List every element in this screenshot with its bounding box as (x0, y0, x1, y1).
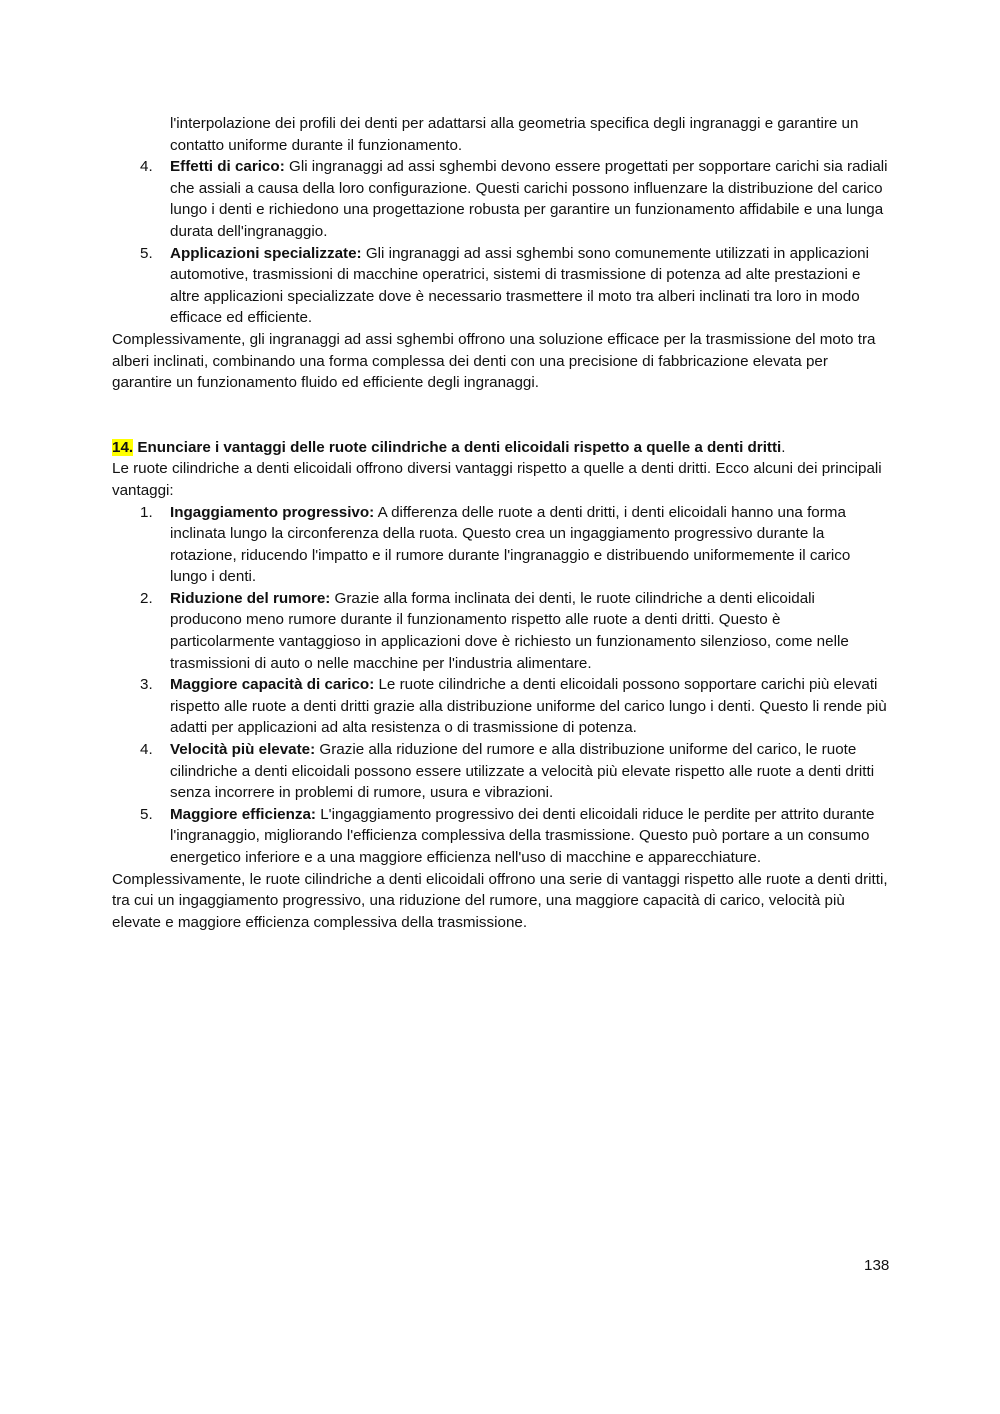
list-item (112, 739, 888, 804)
list-item-title: Maggiore capacità di carico: (170, 676, 375, 694)
intro-paragraph: Le ruote cilindriche a denti elicoidali offrono diversi vantaggi rispetto a quelle a denti dritti. Ecco alcuni dei principali vantaggi: (112, 460, 882, 499)
list-item-text: Gli ingranaggi ad assi sghembi devono essere progettati per sopportare carichi sia radiali che assiali a causa della loro configurazione. Questi carichi possono influenzare la distribuzione del carico lungo i denti e richiedono una progettazione robusta per garantire un funzionamento affidabile e una lunga durata dell'ingranaggio. (170, 158, 888, 240)
list-number: 5. (140, 805, 153, 823)
question-text: Enunciare i vantaggi delle ruote cilindriche a denti elicoidali rispetto a quelle a denti dritti (133, 438, 782, 456)
list-number: 5. (140, 244, 153, 262)
list-number: 3. (140, 676, 153, 694)
list-item (112, 588, 888, 674)
continuation-paragraph: l'interpolazione dei profili dei denti per adattarsi alla geometria specifica degli ingranaggi e garantire un contatto uniforme durante il funzionamento. (170, 115, 859, 154)
question-suffix: . (781, 438, 786, 456)
list-item-title: Effetti di carico: (170, 158, 285, 176)
page-body (112, 113, 888, 933)
list-item (112, 156, 888, 242)
list-item-title: Velocità più elevate: (170, 741, 316, 759)
list-item-text: L'ingaggiamento progressivo dei denti elicoidali riduce le perdite per attrito durante l'ingranaggio, migliorando l'efficienza complessiva della trasmissione. Questo può portare a un consumo energetico inferiore e a una maggiore efficienza nell'uso di macchine e apparecchiature. (170, 805, 875, 866)
list-item-text: A differenza delle ruote a denti dritti, i denti elicoidali hanno una forma inclinata lungo la circonferenza della ruota. Questo crea un ingaggiamento progressivo durante la rotazione, riducendo l'impatto e il rumore durante l'ingranaggio e distribuendo uniformemente il carico lungo i denti. (170, 503, 851, 586)
list-item (112, 674, 888, 739)
list-item-text: Gli ingranaggi ad assi sghembi sono comunemente utilizzati in applicazioni automotive, trasmissioni di macchine operatrici, sistemi di trasmissione di potenza ad alte prestazioni e altre applicazioni specializzate dove è necessario trasmettere il moto tra alberi inclinati tra loro in modo efficace ed efficiente. (170, 244, 869, 327)
list-item-title: Riduzione del rumore: (170, 589, 331, 607)
list-item-title: Maggiore efficienza: (170, 805, 316, 823)
page-number: 138 (864, 1257, 890, 1274)
section-gap (112, 394, 888, 437)
list-number: 2. (140, 589, 153, 607)
question-heading (112, 437, 888, 459)
list-item (112, 502, 888, 588)
list-item (112, 804, 888, 869)
list-number: 4. (140, 741, 153, 759)
list-item-text: Grazie alla forma inclinata dei denti, le ruote cilindriche a denti elicoidali producono meno rumore durante il funzionamento rispetto alle ruote a denti dritti. Questo è particolarmente vantaggioso in applicazioni dove è richiesto un funzionamento silenzioso, come nelle trasmissioni di auto o nelle macchine per l'industria alimentare. (170, 589, 849, 672)
conclusion-paragraph: Complessivamente, le ruote cilindriche a denti elicoidali offrono una serie di vantaggi rispetto alle ruote a denti dritti, tra cui un ingaggiamento progressivo, una riduzione del rumore, una maggiore capacità di carico, velocità più elevate e maggiore efficienza complessiva della trasmissione. (112, 870, 888, 931)
question-number: 14. (112, 438, 134, 456)
list-item-text: Le ruote cilindriche a denti elicoidali possono sopportare carichi più elevati rispetto alle ruote a denti dritti grazie alla distribuzione uniforme del carico lungo i denti. Questo li rende più adatti per applicazioni ad alta resistenza o di trasmissione di potenza. (170, 676, 887, 737)
previous-conclusion: Complessivamente, gli ingranaggi ad assi sghembi offrono una soluzione efficace per la trasmissione del moto tra alberi inclinati, combinando una forma complessa dei denti con una precisione di fabbricazione elevata per garantire un funzionamento fluido ed efficiente degli ingranaggi. (112, 330, 876, 392)
list-number: 1. (140, 503, 153, 521)
list-item-title: Ingaggiamento progressivo: (170, 503, 375, 521)
list-item-text: Grazie alla riduzione del rumore e alla distribuzione uniforme del carico, le ruote cilindriche a denti elicoidali possono essere utilizzate a velocità più elevate rispetto alle ruote a denti dritti senza incorrere in problemi di rumore, usura e vibrazioni. (170, 741, 875, 802)
list-item (112, 243, 888, 329)
list-item-title: Applicazioni specializzate: (170, 244, 362, 262)
list-number: 4. (140, 158, 153, 176)
